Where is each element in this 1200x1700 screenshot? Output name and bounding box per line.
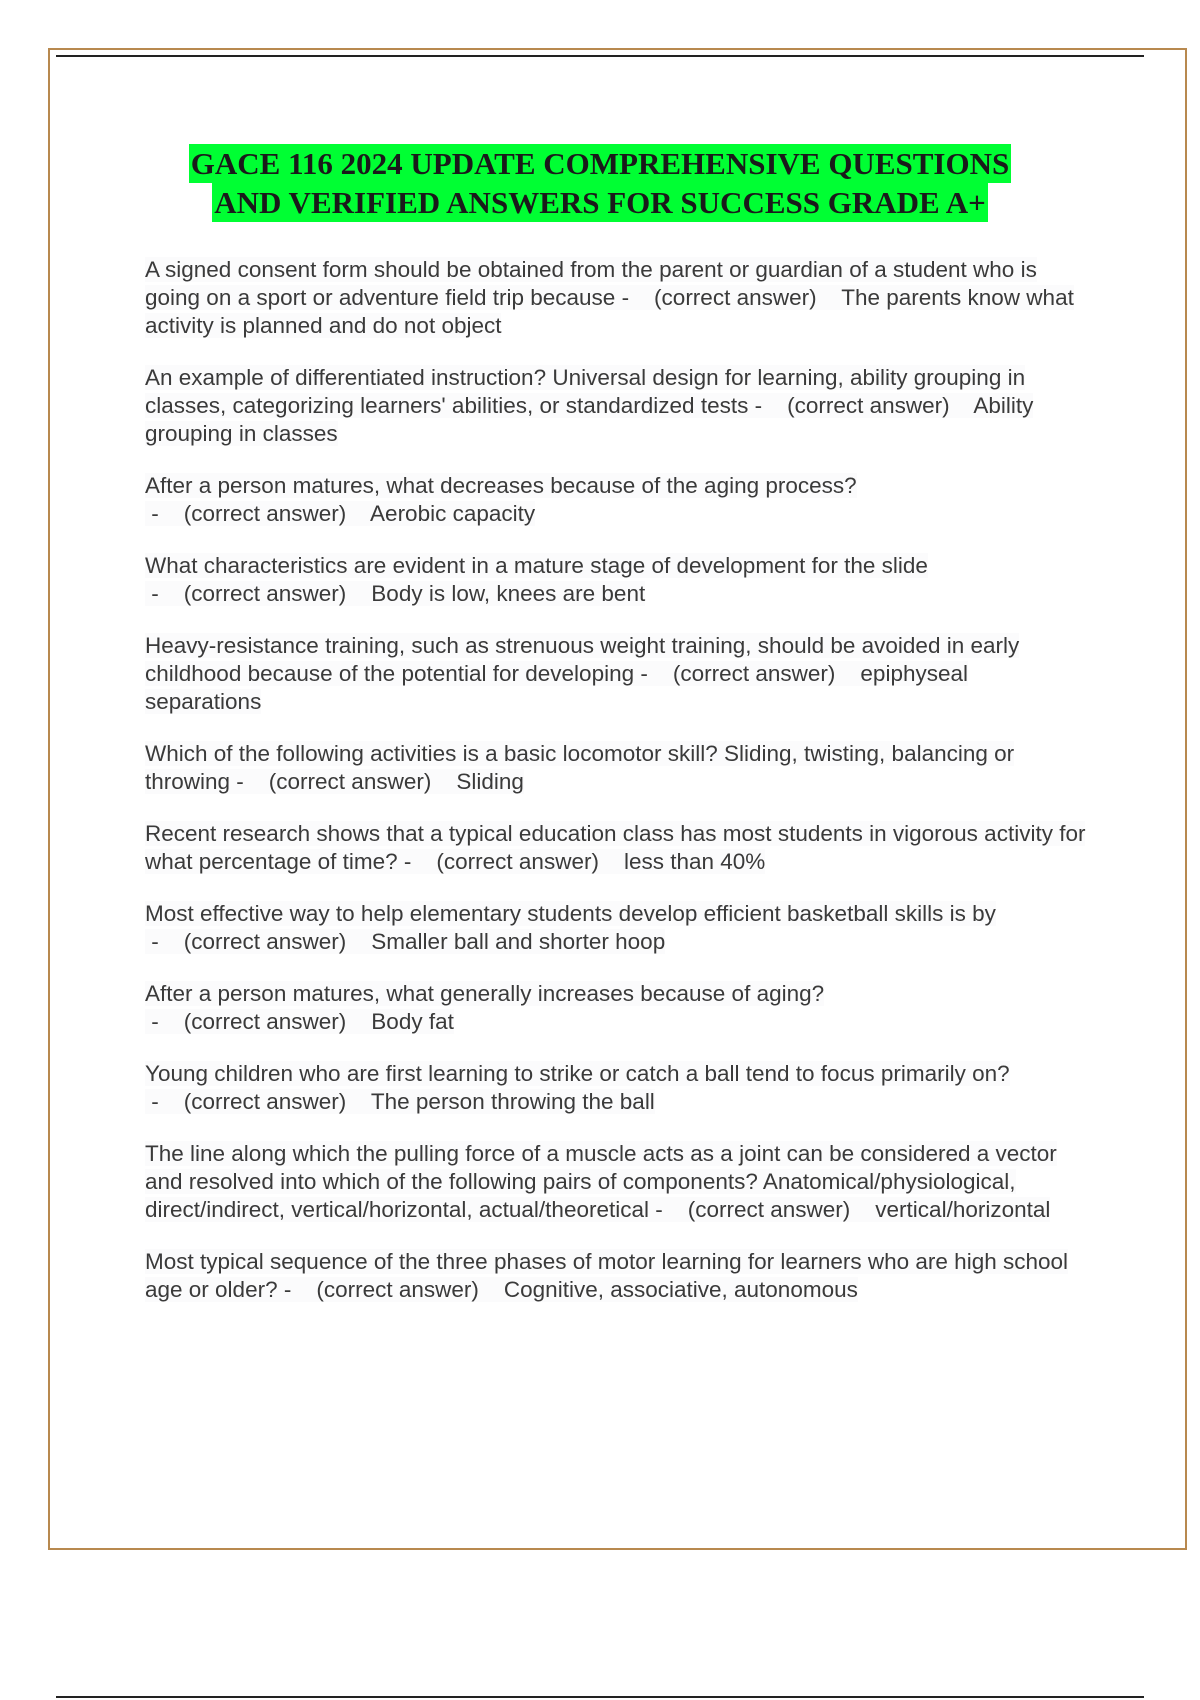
question-text: Most effective way to help elementary students develop efficient basketball skills is by — [145, 901, 996, 926]
qa-item — [145, 820, 1090, 876]
answer-separator: - (correct answer) — [145, 1089, 371, 1114]
answer-separator: - (correct answer) — [748, 393, 974, 418]
qa-item — [145, 740, 1090, 796]
question-text: An example of differentiated instruction? Universal design for learning, ability grouping in classes, categorizing learners' abilities, or standardized tests — [145, 365, 1026, 418]
question-text: After a person matures, what generally increases because of aging? — [145, 981, 825, 1006]
answer-separator: - (correct answer) — [230, 769, 457, 794]
answer-text: Body fat — [371, 1009, 454, 1034]
question-text: After a person matures, what decreases because of the aging process? — [145, 473, 857, 498]
bottom-rule — [56, 1696, 1144, 1698]
answer-text: The person throwing the ball — [370, 1089, 655, 1114]
answer-text: Sliding — [456, 769, 524, 794]
question-text: Young children who are first learning to strike or catch a ball tend to focus primarily on? — [145, 1061, 1010, 1086]
qa-item — [145, 256, 1090, 340]
qa-item — [145, 472, 1090, 528]
qa-item — [145, 1060, 1090, 1116]
answer-separator: - (correct answer) — [649, 1197, 876, 1222]
answer-separator: - (correct answer) — [634, 661, 861, 686]
qa-item — [145, 632, 1090, 716]
question-text: Most typical sequence of the three phases of motor learning for learners who are high school age or older? — [145, 1249, 1069, 1302]
title-line-1: GACE 116 2024 UPDATE COMPREHENSIVE QUESTIONS — [190, 146, 1010, 181]
answer-text: Aerobic capacity — [370, 501, 536, 526]
answer-text: Smaller ball and shorter hoop — [371, 929, 666, 954]
question-text: A signed consent form should be obtained from the parent or guardian of a student who is going on a sport or adventure field trip because — [145, 257, 1037, 310]
question-text: Which of the following activities is a basic locomotor skill? Sliding, twisting, balancing or throwing — [145, 741, 1015, 794]
qa-item — [145, 900, 1090, 956]
answer-text: Cognitive, associative, autonomous — [503, 1277, 858, 1302]
answer-separator: - (correct answer) — [615, 285, 842, 310]
answer-text: less than 40% — [623, 849, 766, 874]
qa-item — [145, 980, 1090, 1036]
answer-separator: - (correct answer) — [277, 1277, 504, 1302]
top-rule — [56, 55, 1144, 57]
answer-text: The parents know what activity is planned and do not object — [145, 285, 1074, 338]
qa-item — [145, 552, 1090, 608]
answer-text: vertical/horizontal — [875, 1197, 1051, 1222]
answer-text: epiphyseal separations — [145, 661, 968, 714]
answer-separator: - (correct answer) — [145, 929, 372, 954]
qa-list — [145, 256, 1090, 1328]
answer-separator: - (correct answer) — [145, 501, 371, 526]
question-text: What characteristics are evident in a mature stage of development for the slide — [145, 553, 928, 578]
answer-separator: - (correct answer) — [397, 849, 624, 874]
qa-item — [145, 364, 1090, 448]
document-title — [100, 144, 1100, 222]
answer-text: Ability grouping in classes — [145, 393, 1034, 446]
answer-separator: - (correct answer) — [145, 581, 372, 606]
question-text: Recent research shows that a typical education class has most students in vigorous activity for what percentage of time? — [145, 821, 1086, 874]
question-text: Heavy-resistance training, such as strenuous weight training, should be avoided in early childhood because of the potential for developing — [145, 633, 1020, 686]
qa-item — [145, 1248, 1090, 1304]
question-text: The line along which the pulling force of a muscle acts as a joint can be considered a vector and resolved into which of the following pairs of components? Anatomical/physiological, direct/indirect, vertical/horizontal, actual/theoretical — [145, 1141, 1057, 1222]
qa-item — [145, 1140, 1090, 1224]
answer-text: Body is low, knees are bent — [371, 581, 646, 606]
title-line-2: AND VERIFIED ANSWERS FOR SUCCESS GRADE A+ — [214, 185, 986, 220]
answer-separator: - (correct answer) — [145, 1009, 372, 1034]
